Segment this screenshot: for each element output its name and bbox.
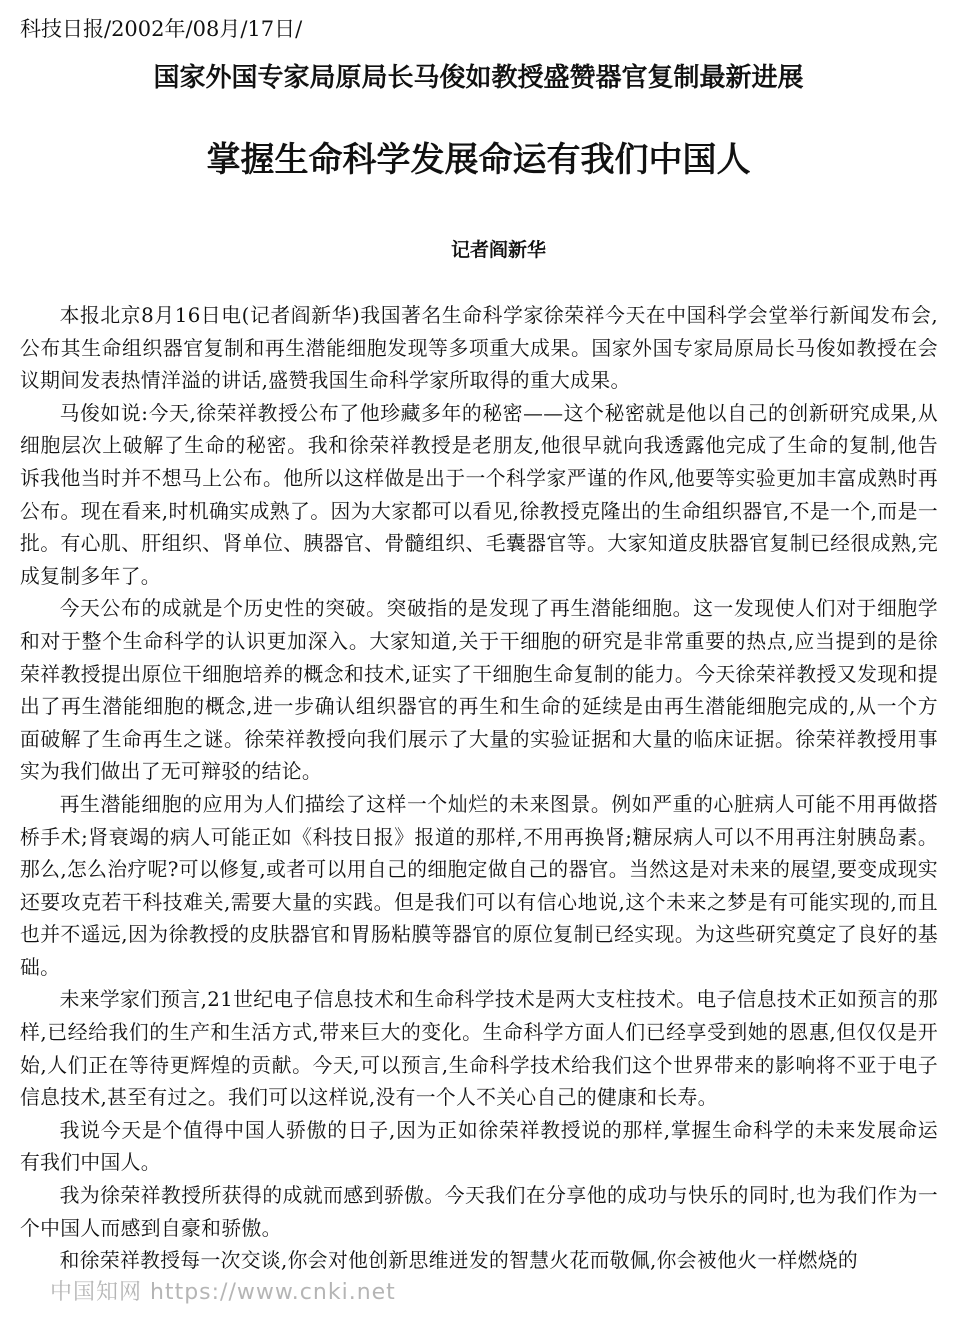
- paragraph: 我为徐荣祥教授所获得的成就而感到骄傲。今天我们在分享他的成功与快乐的同时,也为我们作为一个中国人而感到自豪和骄傲。: [20, 1184, 938, 1240]
- article-title: 掌握生命科学发展命运有我们中国人: [206, 140, 751, 180]
- paragraph: 未来学家们预言,21世纪电子信息技术和生命科学技术是两大支柱技术。电子信息技术正如预言的那样,已经给我们的生产和生活方式,带来巨大的变化。生命科学方面人们已经享受到她的恩惠,但仅仅是开始,人们正在等待更辉煌的贡献。今天,可以预言,生命科学技术给我们这个世界带来的影响将不亚于电子信息技术,甚至有过之。我们可以这样说,没有一个人不关心自己的健康和长寿。: [20, 988, 938, 1110]
- article-body: [20, 300, 938, 1278]
- source-line: 科技日报/2002年/08月/17日/: [20, 17, 303, 41]
- paragraph: 和徐荣祥教授每一次交谈,你会对他创新思维迸发的智慧火花而敬佩,你会被他火一样燃烧的: [59, 1249, 858, 1273]
- paragraph: 我说今天是个值得中国人骄傲的日子,因为正如徐荣祥教授说的那样,掌握生命科学的未来发展命运有我们中国人。: [20, 1118, 938, 1175]
- article-subtitle: 国家外国专家局原局长马俊如教授盛赞器官复制最新进展: [153, 63, 804, 93]
- paragraph: 马俊如说:今天,徐荣祥教授公布了他珍藏多年的秘密——这个秘密就是他以自己的创新研究成果,从细胞层次上破解了生命的秘密。我和徐荣祥教授是老朋友,他很早就向我透露他完成了生命的复制,他告诉我他当时并不想马上公布。他所以这样做是出于一个科学家严谨的作风,他要等实验更加丰富成熟时再公布。现在看来,时机确实成熟了。因为大家都可以看见,徐教授克隆出的生命组织器官,不是一个,而是一批。有心肌、肝组织、肾单位、胰器官、骨髓组织、毛囊器官等。大家知道皮肤器官复制已经很成熟,完成复制多年了。: [20, 401, 938, 588]
- paragraph: 本报北京8月16日电(记者阎新华)我国著名生命科学家徐荣祥今天在中国科学会堂举行新闻发布会,公布其生命组织器官复制和再生潜能细胞发现等多项重大成果。国家外国专家局原局长马俊如教授在会议期间发表热情洋溢的讲话,盛赞我国生命科学家所取得的重大成果。: [20, 304, 938, 393]
- article-byline: 记者阎新华: [450, 239, 546, 261]
- paragraph: 今天公布的成就是个历史性的突破。突破指的是发现了再生潜能细胞。这一发现使人们对于细胞学和对于整个生命科学的认识更加深入。大家知道,关于干细胞的研究是非常重要的热点,应当提到的是徐荣祥教授提出原位干细胞培养的概念和技术,证实了干细胞生命复制的能力。今天徐荣祥教授又发现和提出了再生潜能细胞的概念,进一步确认组织器官的再生和生命的延续是由再生潜能细胞完成的,从一个方面破解了生命再生之谜。徐荣祥教授向我们展示了大量的实验证据和大量的临床证据。徐荣祥教授用事实为我们做出了无可辩驳的结论。: [20, 597, 938, 784]
- cnki-watermark: 中国知网 https://www.cnki.net: [50, 1280, 396, 1305]
- paragraph: 再生潜能细胞的应用为人们描绘了这样一个灿烂的未来图景。例如严重的心脏病人可能不用再做搭桥手术;肾衰竭的病人可能正如《科技日报》报道的那样,不用再换肾;糖尿病人可以不用再注射胰岛素。那么,怎么治疗呢?可以修复,或者可以用自己的细胞定做自己的器官。当然这是对未来的展望,要变成现实还要攻克若干科技难关,需要大量的实践。但是我们可以有信心地说,这个未来之梦是有可能实现的,而且也并不遥远,因为徐教授的皮肤器官和胃肠粘膜等器官的原位复制已经实现。为这些研究奠定了良好的基础。: [20, 792, 938, 979]
